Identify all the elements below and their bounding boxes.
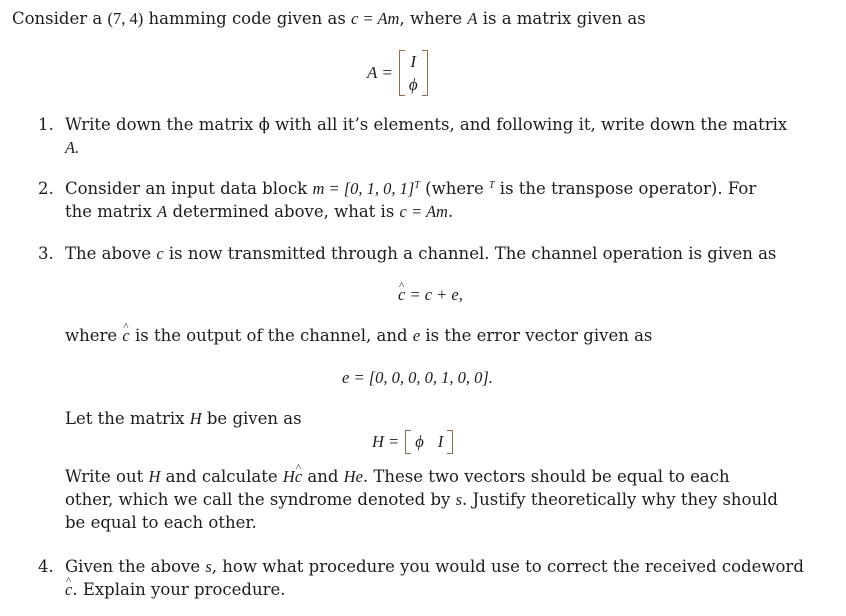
question-2-line2 bbox=[65, 201, 453, 223]
matrix-A-identity: I bbox=[410, 51, 417, 71]
matrix-A-equation bbox=[367, 50, 428, 96]
matrix-H-block bbox=[405, 430, 453, 454]
question-3-line2 bbox=[65, 325, 652, 347]
c-hat: ^ c bbox=[295, 466, 302, 488]
q3-text: and bbox=[302, 467, 344, 486]
intro-text: Consider a bbox=[12, 9, 108, 28]
q2-text: . bbox=[447, 202, 454, 221]
q4-text: . Explain your procedure. bbox=[72, 580, 286, 599]
error-vector-equation: e = [0, 0, 0, 0, 1, 0, 0]. bbox=[342, 368, 493, 387]
channel-equation bbox=[398, 284, 463, 306]
matrix-H-equation bbox=[372, 430, 453, 454]
var-A: A bbox=[157, 202, 168, 221]
question-1-line1: Write down the matrix ϕ with all it’s elements, and following it, write down the matrix bbox=[65, 115, 788, 134]
input-block-m: m = [0, 1, 0, 1] bbox=[312, 179, 415, 198]
question-3-line1 bbox=[65, 243, 776, 265]
intro-text: hamming code given as bbox=[143, 9, 352, 28]
q3-text: is the error vector given as bbox=[420, 326, 653, 345]
c-hat: ^ c bbox=[65, 579, 72, 601]
question-2-line1 bbox=[65, 178, 756, 200]
question-1-line2: A. bbox=[65, 138, 80, 157]
q3-text: . These two vectors should be equal to each bbox=[362, 467, 730, 486]
matrix-A-block bbox=[399, 50, 428, 96]
q3-text: is the output of the channel, and bbox=[129, 326, 413, 345]
c-hat: ^ c bbox=[398, 284, 405, 306]
question-3-para-line3: be equal to each other. bbox=[65, 513, 257, 532]
code-params: (7, 4) bbox=[107, 9, 144, 28]
transpose-sup: T bbox=[414, 180, 420, 191]
He-product: He bbox=[343, 467, 363, 486]
intro-text: , where bbox=[399, 9, 468, 28]
q3-text: Write out bbox=[65, 467, 149, 486]
q3-text: The above bbox=[65, 244, 157, 263]
q3-text: Let the matrix bbox=[65, 409, 190, 428]
intro-sentence bbox=[12, 8, 646, 30]
question-3-line3 bbox=[65, 408, 302, 430]
question-4-number: 4. bbox=[38, 557, 54, 576]
intro-text: is a matrix given as bbox=[477, 9, 646, 28]
q3-text: other, which we call the syndrome denoted by bbox=[65, 490, 456, 509]
q4-text: , how what procedure you would use to correct the received codeword bbox=[211, 557, 804, 576]
q2-text: the matrix bbox=[65, 202, 158, 221]
var-H: H bbox=[148, 467, 161, 486]
c-hat: ^ c bbox=[122, 325, 129, 347]
q3-text: . Justify theoretically why they should bbox=[462, 490, 778, 509]
var-e: e bbox=[412, 326, 421, 345]
q2-text: Consider an input data block bbox=[65, 179, 313, 198]
encoding-equation: c = Am bbox=[351, 9, 400, 28]
var-c: c bbox=[156, 244, 164, 263]
question-4-line2 bbox=[65, 579, 285, 601]
question-2-number: 2. bbox=[38, 179, 54, 198]
matrix-H-identity: I bbox=[437, 432, 444, 451]
q2-text: is the transpose operator). For bbox=[494, 179, 757, 198]
channel-equation-rhs: = c + e, bbox=[405, 285, 463, 304]
matrix-A-lhs: A = bbox=[367, 63, 393, 82]
question-4-line1 bbox=[65, 556, 804, 578]
question-3-number: 3. bbox=[38, 244, 54, 263]
question-1-number: 1. bbox=[38, 115, 54, 134]
q3-text: and calculate bbox=[160, 467, 283, 486]
question-3-para-line1 bbox=[65, 466, 730, 488]
q4-text: Given the above bbox=[65, 557, 206, 576]
var-H: H bbox=[282, 467, 295, 486]
matrix-H-phi: ϕ bbox=[415, 432, 424, 451]
transpose-sup: T bbox=[489, 180, 495, 191]
q3-text: is now transmitted through a channel. The channel operation is given as bbox=[163, 244, 777, 263]
matrix-H-lhs: H = bbox=[372, 432, 400, 451]
question-3-para-line2 bbox=[65, 489, 778, 511]
q3-text: where bbox=[65, 326, 123, 345]
syndrome-s: s bbox=[205, 557, 212, 576]
q3-text: be given as bbox=[201, 409, 302, 428]
codeword-equation: c = Am bbox=[399, 202, 448, 221]
q2-text: (where bbox=[419, 179, 489, 198]
var-H: H bbox=[189, 409, 202, 428]
var-A: A bbox=[467, 9, 478, 28]
q2-text: determined above, what is bbox=[167, 202, 400, 221]
syndrome-s: s bbox=[455, 490, 463, 509]
matrix-A-phi: ϕ bbox=[408, 74, 418, 94]
